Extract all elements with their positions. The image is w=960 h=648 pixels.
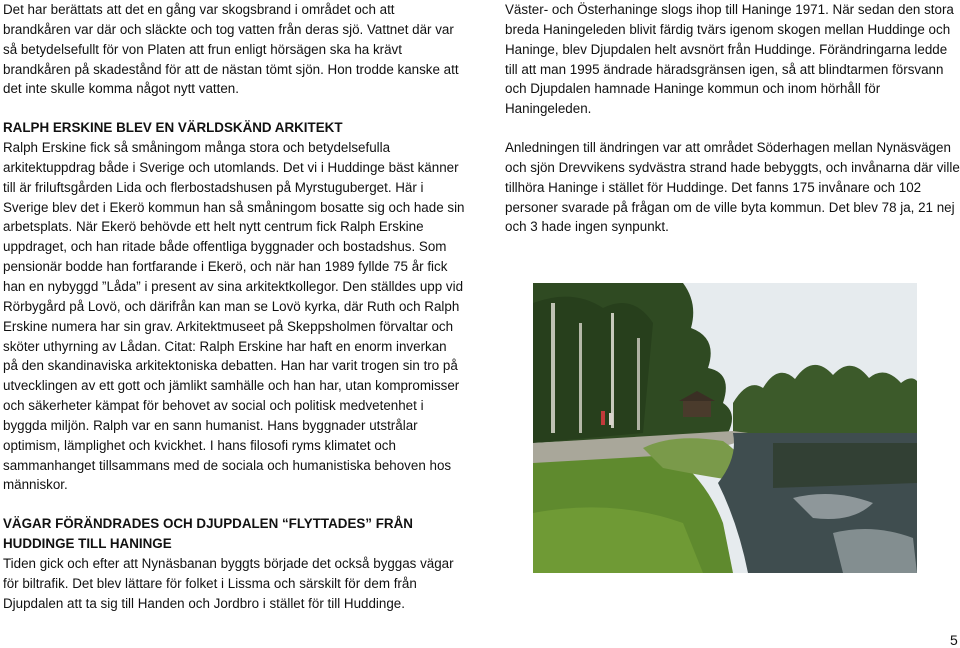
page-number: 5: [950, 632, 958, 648]
lake-photo: [533, 283, 917, 573]
haninge-paragraph: Väster- och Österhaninge slogs ihop till Haninge 1971. När sedan den stora breda Haningeleden blivit färdig tvärs igenom skogen mellan Huddinge och Haninge, blev Djupdalen helt avsnört från Huddinge. Förändringarna ledde till att man 1995 ändrade häradsgränsen igen, så att blindtarmen försvann och Djupdalen hamnade Haninge kommun och inom hörhåll för Haningeleden.: [505, 2, 954, 117]
vagar-paragraph: Tiden gick och efter att Nynäsbanan byggts började det också byggas vägar för biltrafik. Det blev lättare för folket i Lissma och särskilt för dem från Djupdalen att ta sig till Handen och Jordbro i stället för till Huddinge.: [3, 555, 454, 611]
left-column: [3, 0, 465, 613]
right-column: [505, 0, 960, 237]
intro-paragraph: Det har berättats att det en gång var skogsbrand i området och att brandkåren var där och släckte och tog vatten från deras sjö. Vattnet där var så betydelsefullt för von Platen att frun enligt hörsägen ska ha krävt brandkåren på skadestånd för att de nästan tömt sjön. Hon trodde kanske att det inte skulle komma något nytt vatten.: [3, 2, 459, 97]
heading-erskine: RALPH ERSKINE BLEV EN VÄRLDSKÄND ARKITEKT: [3, 120, 343, 136]
heading-vagar: VÄGAR FÖRÄNDRADES OCH DJUPDALEN “FLYTTADES” FRÅN HUDDINGE TILL HANINGE: [3, 516, 413, 552]
erskine-paragraph: Ralph Erskine fick så småningom många stora och betydelsefulla arkitektuppdrag både i Sverige och utomlands. Det vi i Huddinge bäst känner till är friluftsgården Lida och flerbostadshusen på Myrstuguberget. Här i Sverige blev det i Ekerö kommun han så småningom bosatte sig och hade sin arbetsplats. När Ekerö behövde ett helt nytt centrum fick Ralph Erskine uppdraget, och han ritade både offentliga byggnader och bostadshus. Som pensionär bodde han fortfarande i Ekerö, och när han 1989 fyllde 75 år fick han en nybyggd ”Låda” i present av sina arkitektkollegor. Den ställdes upp vid Rörbygård på Lovö, och därifrån kan man se Lovö kyrka, där Ruth och Ralph Erskine numera har sin grav. Arkitektmuseet på Skeppsholmen förvaltar och sköter uthyrning av Lådan. Citat: Ralph Erskine har haft en enorm inverkan på den skandinaviska arkitektoniska debatten. Han har varit trogen sin tro på utvecklingen av ett gott och jämlikt samhälle och han har, utan kompromisser och säkerheter kämpat för behovet av social och politisk medvetenhet i byggda miljön. Ralph var en sann humanist. Hans byggnader utstrålar optimism, lämplighet och kvickhet. I hans filosofi ryms klimatet och sammanhanget tillsammans med de sociala och humanistiska behoven hos människor.: [3, 140, 465, 493]
soderhagen-paragraph: Anledningen till ändringen var att området Söderhagen mellan Nynäsvägen och sjön Drevvikens sydvästra strand hade bebyggts, och invånarna där ville tillhöra Haninge i stället för Huddinge. Det fanns 175 invånare och 102 personer svarade på frågan om de ville byta kommun. Det blev 78 ja, 21 nej och 3 hade ingen synpunkt.: [505, 140, 960, 235]
